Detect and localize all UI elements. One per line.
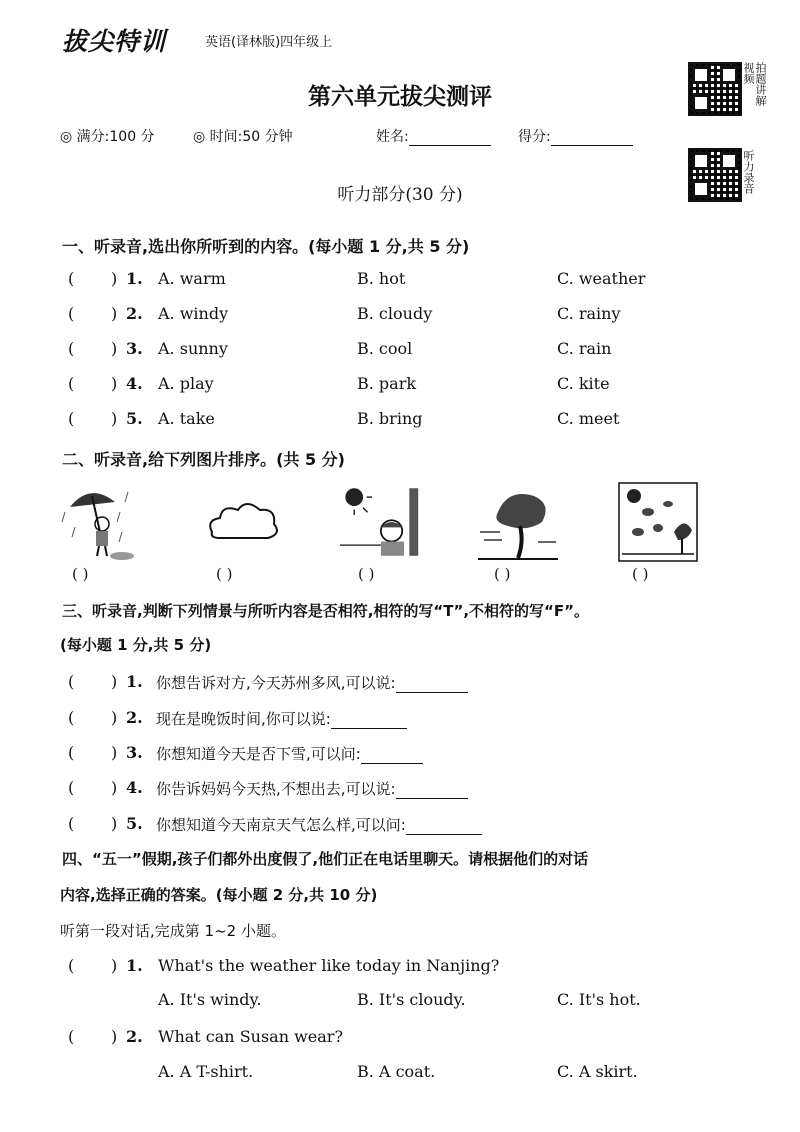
section4-intro: 听第一段对话,完成第 1~2 小题。 xyxy=(60,922,286,940)
question-number: 5. xyxy=(126,409,143,428)
option-c[interactable]: C. meet xyxy=(557,409,620,428)
question-number: 1. xyxy=(126,956,143,975)
option-a[interactable]: A. A T-shirt. xyxy=(158,1062,254,1081)
answer-paren-close: ) xyxy=(111,1027,118,1046)
qr-code-video[interactable] xyxy=(688,62,742,116)
autumn-leaves-picture xyxy=(618,482,698,562)
answer-paren-open[interactable]: ( xyxy=(68,814,75,833)
option-b[interactable]: B. hot xyxy=(357,269,406,288)
answer-paren-open[interactable]: ( xyxy=(68,409,75,428)
picture-order-blank-3[interactable]: ( ) xyxy=(358,565,375,583)
rainy-boy-umbrella-picture xyxy=(60,482,140,562)
answer-paren-open[interactable]: ( xyxy=(68,778,75,797)
question-number: 5. xyxy=(126,814,143,833)
windy-tree-picture xyxy=(478,482,558,562)
option-c[interactable]: C. It's hot. xyxy=(557,990,641,1009)
answer-paren-close: ) xyxy=(111,708,118,727)
page-title: 第六单元拔尖测评 xyxy=(308,83,492,110)
option-b[interactable]: B. A coat. xyxy=(357,1062,436,1081)
answer-paren-open[interactable]: ( xyxy=(68,956,75,975)
option-b[interactable]: B. It's cloudy. xyxy=(357,990,466,1009)
answer-line[interactable] xyxy=(361,747,423,764)
s1-question-1 xyxy=(0,269,800,295)
full-marks: ◎ 满分:100 分 xyxy=(60,129,155,145)
option-c[interactable]: C. rainy xyxy=(557,304,621,323)
s3-question-4 xyxy=(0,778,800,804)
s3-question-2 xyxy=(0,708,800,734)
question-number: 3. xyxy=(126,339,143,358)
score-field[interactable] xyxy=(518,126,633,146)
answer-paren-close: ) xyxy=(111,304,118,323)
option-a[interactable]: A. take xyxy=(158,409,215,428)
picture-order-blank-4[interactable]: ( ) xyxy=(494,565,511,583)
section1-title: 一、听录音,选出你所听到的内容。(每小题 1 分,共 5 分) xyxy=(62,237,470,256)
question-number: 4. xyxy=(126,778,143,797)
answer-line[interactable] xyxy=(406,818,482,835)
option-b[interactable]: B. park xyxy=(357,374,417,393)
s4-question-1 xyxy=(0,956,800,982)
answer-paren-open[interactable]: ( xyxy=(68,743,75,762)
answer-paren-open[interactable]: ( xyxy=(68,304,75,323)
answer-paren-open[interactable]: ( xyxy=(68,708,75,727)
picture-order-blank-2[interactable]: ( ) xyxy=(216,565,233,583)
question-text-content: 你告诉妈妈今天热,不想出去,可以说: xyxy=(156,780,396,798)
s1-question-4 xyxy=(0,374,800,400)
answer-paren-open[interactable]: ( xyxy=(68,672,75,691)
answer-paren-open[interactable]: ( xyxy=(68,1027,75,1046)
question-text-content: 你想知道今天是否下雪,可以问: xyxy=(156,745,361,763)
section4-title-line2: 内容,选择正确的答案。(每小题 2 分,共 10 分) xyxy=(60,886,378,904)
answer-paren-close: ) xyxy=(111,956,118,975)
option-c[interactable]: C. rain xyxy=(557,339,612,358)
answer-paren-close: ) xyxy=(111,374,118,393)
option-b[interactable]: B. bring xyxy=(357,409,423,428)
s3-question-3 xyxy=(0,743,800,769)
answer-paren-close: ) xyxy=(111,409,118,428)
name-label: 姓名: xyxy=(376,129,409,145)
hot-sun-boy-picture xyxy=(340,482,420,562)
qr-video-label: 拍题讲解视频 xyxy=(742,62,767,106)
question-number: 1. xyxy=(126,269,143,288)
question-text xyxy=(156,778,468,799)
answer-paren-close: ) xyxy=(111,672,118,691)
question-text-content: 你想告诉对方,今天苏州多风,可以说: xyxy=(156,674,396,692)
s4-question-1-options xyxy=(0,990,800,1016)
option-a[interactable]: A. warm xyxy=(158,269,226,288)
cloud-picture xyxy=(204,482,284,562)
name-field[interactable] xyxy=(376,126,491,146)
question-number: 2. xyxy=(126,708,143,727)
section3-note: (每小题 1 分,共 5 分) xyxy=(60,636,212,654)
s1-question-3 xyxy=(0,339,800,365)
subject-label: 英语(译林版)四年级上 xyxy=(205,35,333,50)
option-c[interactable]: C. weather xyxy=(557,269,646,288)
answer-paren-close: ) xyxy=(111,743,118,762)
s3-question-5 xyxy=(0,814,800,840)
answer-paren-close: ) xyxy=(111,339,118,358)
s1-question-2 xyxy=(0,304,800,330)
s4-question-2-options xyxy=(0,1062,800,1088)
s1-question-5 xyxy=(0,409,800,435)
section3-title: 三、听录音,判断下列情景与所听内容是否相符,相符的写“T”,不相符的写“F”。 xyxy=(62,602,590,620)
answer-paren-close: ) xyxy=(111,778,118,797)
question-number: 4. xyxy=(126,374,143,393)
brand-logo: 拔尖特训 xyxy=(62,27,167,56)
answer-paren-open[interactable]: ( xyxy=(68,269,75,288)
option-b[interactable]: B. cool xyxy=(357,339,413,358)
question-text: What can Susan wear? xyxy=(158,1027,344,1046)
question-text-content: 现在是晚饭时间,你可以说: xyxy=(156,710,331,728)
answer-line[interactable] xyxy=(396,676,468,693)
answer-paren-open[interactable]: ( xyxy=(68,374,75,393)
answer-paren-open[interactable]: ( xyxy=(68,339,75,358)
time-limit: ◎ 时间:50 分钟 xyxy=(193,129,293,145)
option-c[interactable]: C. A skirt. xyxy=(557,1062,638,1081)
question-text-content: 你想知道今天南京天气怎么样,可以问: xyxy=(156,816,406,834)
option-a[interactable]: A. sunny xyxy=(158,339,228,358)
s4-question-2 xyxy=(0,1027,800,1053)
s3-question-1 xyxy=(0,672,800,698)
section4-title-line1: 四、“五一”假期,孩子们都外出度假了,他们正在电话里聊天。请根据他们的对话 xyxy=(62,850,589,868)
question-text xyxy=(156,672,468,693)
picture-order-blank-1[interactable]: ( ) xyxy=(72,565,89,583)
option-a[interactable]: A. play xyxy=(158,374,214,393)
question-number: 3. xyxy=(126,743,143,762)
question-text xyxy=(156,814,482,835)
option-c[interactable]: C. kite xyxy=(557,374,610,393)
answer-line[interactable] xyxy=(396,782,468,799)
question-text xyxy=(156,708,407,729)
question-number: 1. xyxy=(126,672,143,691)
option-a[interactable]: A. It's windy. xyxy=(158,990,262,1009)
score-label: 得分: xyxy=(518,129,551,145)
picture-order-blank-5[interactable]: ( ) xyxy=(632,565,649,583)
option-b[interactable]: B. cloudy xyxy=(357,304,433,323)
question-text xyxy=(156,743,423,764)
qr-audio-label: 听力录音 xyxy=(742,150,755,194)
option-a[interactable]: A. windy xyxy=(158,304,229,323)
answer-paren-close: ) xyxy=(111,269,118,288)
question-number: 2. xyxy=(126,304,143,323)
question-text: What's the weather like today in Nanjing? xyxy=(158,956,500,975)
answer-line[interactable] xyxy=(331,712,407,729)
answer-paren-close: ) xyxy=(111,814,118,833)
question-number: 2. xyxy=(126,1027,143,1046)
listening-part-title: 听力部分(30 分) xyxy=(337,185,463,205)
section2-title: 二、听录音,给下列图片排序。(共 5 分) xyxy=(62,450,345,469)
